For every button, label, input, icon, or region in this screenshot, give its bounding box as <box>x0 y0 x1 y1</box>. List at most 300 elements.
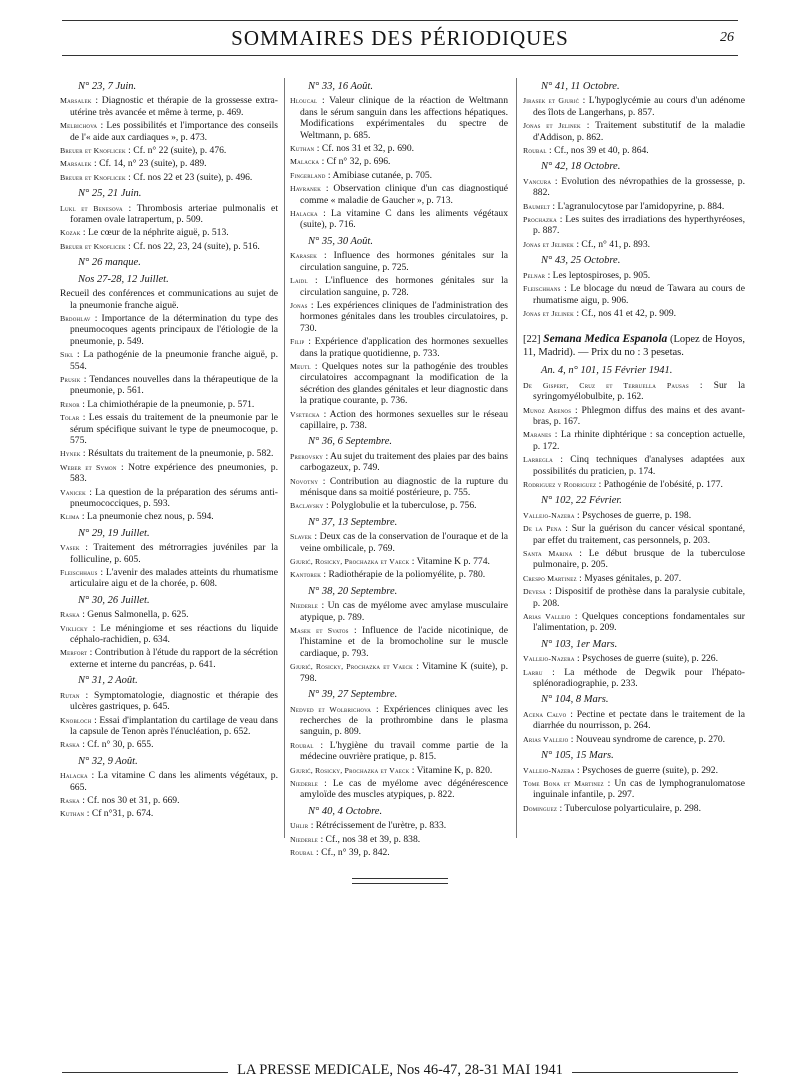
author-colon: : <box>325 169 333 181</box>
article-author: Vasek <box>60 543 80 553</box>
article-author: Vallejo-Nazera <box>523 765 575 775</box>
article-entry <box>523 283 745 306</box>
author-colon: : <box>566 708 577 720</box>
article-author: Halacka <box>290 209 318 219</box>
article-title: L'avenir des malades atteints du rhumatisme articulaire aigu et de la chorée, p. 608. <box>70 567 278 590</box>
article-entry <box>290 170 508 181</box>
author-colon: : <box>348 625 363 637</box>
article-entry <box>290 250 508 273</box>
article-title: Influence de l'acide nicotinique, de l'histamine et de la bromocholine sur le muscle cardiaque, p. 793. <box>300 625 508 659</box>
article-entry <box>523 573 745 584</box>
article-entry <box>60 120 278 143</box>
author-colon: : <box>323 500 332 512</box>
author-colon: : <box>307 275 325 287</box>
article-author: Prerovsky <box>290 451 324 461</box>
article-title: Essai d'implantation du cartilage de veau dans la capsule de Tenon après l'énucléation, p. 652. <box>70 714 279 737</box>
author-colon: : <box>85 486 96 498</box>
article-author: Jirasek et Gjurić <box>523 96 580 106</box>
article-title: La rhinite diphtérique : sa conception actuelle, p. 172. <box>533 429 746 452</box>
author-colon: : <box>573 307 582 319</box>
article-author: Tome Bona et Martinez <box>523 778 604 788</box>
article-title: Pathogénie de l'obésité, p. 177. <box>603 478 723 490</box>
article-title: Vitamine K (suite), p. 798. <box>300 661 508 684</box>
author-colon: : <box>574 509 583 521</box>
article-entry <box>523 523 745 546</box>
issue-heading: Nos 27-28, 12 Juillet. <box>78 273 169 285</box>
article-title: Psychoses de guerre (suite), p. 292. <box>582 764 719 776</box>
article-author: Pelnar <box>523 270 546 280</box>
article-author: Merfort <box>60 648 88 658</box>
author-colon: : <box>97 120 107 132</box>
article-author: Baumelt <box>523 201 550 211</box>
author-colon: : <box>122 202 137 214</box>
author-colon: : <box>73 349 84 361</box>
article-entry <box>60 172 278 183</box>
article-author: Laidl <box>290 276 308 286</box>
article-title: Résultats du traitement de la pneumonie, p. 582. <box>88 448 274 460</box>
article-entry <box>60 690 278 713</box>
author-colon: : <box>409 556 417 568</box>
article-author: Jonas <box>290 300 308 310</box>
article-entry <box>60 313 278 347</box>
article-title: Observation clinique d'un cas diagnostiqué comme « maladie de Gaucher », p. 713. <box>300 183 508 206</box>
article-entry <box>60 158 278 169</box>
article-author: Karasek <box>290 251 318 261</box>
article-title: Contribution à l'étude du rapport de la sécrétion externe et interne du pancréas, p. 641. <box>70 647 278 670</box>
header-rule-top <box>62 20 738 21</box>
article-author: Niederle <box>290 834 319 844</box>
article-author: Kuthan <box>60 809 85 819</box>
issue-heading: N° 105, 15 Mars. <box>541 750 614 762</box>
article-author: Malacka <box>290 157 320 167</box>
header-rule-bottom <box>62 55 738 56</box>
article-author: Fleischhaus <box>60 568 98 578</box>
article-entry <box>60 542 278 565</box>
article-title: Les essais du traitement de la pneumonie par le sérum spécifique suivant le type de pneumocoque, p. 575. <box>70 412 278 446</box>
author-colon: : <box>551 175 562 187</box>
article-entry <box>523 380 745 403</box>
article-title: Notre expérience des pneumonies, p. 583. <box>70 461 278 485</box>
article-entry <box>60 623 278 646</box>
article-title: Radiothérapie de la poliomyélite, p. 780. <box>328 569 486 581</box>
article-title: Cinq techniques d'analyses adaptées aux possibilités du praticien, p. 174. <box>533 454 745 477</box>
article-author: Sikl <box>60 350 74 360</box>
article-title: La pneumonie chez nous, p. 594. <box>86 511 214 523</box>
author-colon: : <box>318 777 333 789</box>
article-entry <box>523 270 745 281</box>
author-colon: : <box>87 622 101 634</box>
article-entry <box>523 405 745 428</box>
issue-heading: N° 102, 22 Février. <box>541 495 622 507</box>
article-title: Tendances nouvelles dans la thérapeutique de la pneumonie, p. 561. <box>70 373 278 397</box>
author-colon: : <box>576 572 585 584</box>
article-title: Au sujet du traitement des plaies par des bains carbogazeux, p. 749. <box>300 450 509 474</box>
article-author: Raska <box>60 795 80 805</box>
issue-heading: N° 42, 18 Octobre. <box>541 161 621 173</box>
author-colon: : <box>560 283 571 295</box>
article-entry <box>60 739 278 750</box>
footer-rule-right <box>572 1072 738 1073</box>
article-title: Traitement des métrorragies juvéniles par la folliculine, p. 605. <box>70 542 278 565</box>
author-colon: : <box>91 158 100 170</box>
article-entry <box>60 715 278 738</box>
article-entry <box>523 454 745 477</box>
issue-heading: An. 4, n° 101, 15 Février 1941. <box>541 365 673 377</box>
issue-heading: N° 35, 30 Août. <box>308 235 373 247</box>
article-entry <box>523 145 745 156</box>
article-author: Roubal <box>523 146 547 156</box>
article-author: Gjurić, Rosicky, Prochazka et Vaeck <box>290 557 410 567</box>
article-author: Prusik <box>60 374 81 384</box>
footer-rule-left <box>62 1072 228 1073</box>
article-author: Rutan <box>60 690 80 700</box>
page-header <box>0 0 800 60</box>
author-colon: : <box>318 833 326 845</box>
article-entry <box>290 95 508 141</box>
article-title: Traitement substitutif de la maladie d'Addison, p. 862. <box>533 120 745 143</box>
article-entry <box>290 834 508 845</box>
article-author: Breuer et Knoflicek <box>60 172 126 182</box>
issue-heading: N° 37, 13 Septembre. <box>308 516 398 528</box>
article-author: Vancura <box>523 176 552 186</box>
article-title: L'influence des hormones génitales sur la circulation sanguine, p. 728. <box>300 275 508 298</box>
issue-heading: N° 103, 1er Mars. <box>541 638 618 650</box>
article-title: La pathogénie de la pneumonie franche aiguë, p. 554. <box>70 349 278 372</box>
article-entry <box>60 462 278 485</box>
article-title: Evolution des névropathies de la grossesse, p. 882. <box>533 175 745 199</box>
article-entry <box>290 740 508 763</box>
article-title: L'agranulocytose par l'amidopyrine, p. 884. <box>557 200 725 212</box>
article-author: Maranes <box>523 430 552 440</box>
article-title: Nouveau syndrome de carence, p. 270. <box>575 733 726 745</box>
article-entry <box>290 143 508 154</box>
issue-heading: N° 38, 20 Septembre. <box>308 585 398 597</box>
article-author: Knobloch <box>60 715 92 725</box>
article-entry <box>290 778 508 801</box>
article-author: Tolar <box>60 413 80 423</box>
article-title: Sur la syringomyélobulbite, p. 162. <box>533 379 745 403</box>
journal-number: [22] <box>523 334 541 346</box>
author-colon: : <box>79 542 94 554</box>
article-author: Jonas et Jelinek <box>523 121 581 131</box>
article-title: Recueil des conférences et communications au sujet de la pneumonie franche aiguë. <box>60 288 278 311</box>
article-title: Les suites des irradiations des hyperthyréoses, p. 887. <box>533 214 745 237</box>
article-author: Munoz Arenos <box>523 405 572 415</box>
issue-heading: N° 23, 7 Juin. <box>78 81 137 92</box>
article-title: Symptomatologie, diagnostic et thérapie des ulcères gastriques, p. 645. <box>70 689 278 713</box>
article-title: Cf. n° 22 (suite), p. 476. <box>133 145 227 157</box>
author-colon: : <box>310 360 322 372</box>
article-entry <box>60 448 278 459</box>
article-entry <box>290 409 508 432</box>
article-author: Marsalek <box>60 159 92 169</box>
article-entry <box>60 609 278 620</box>
article-title: L'hypoglycémie au cours d'un adénome des îlots de Langerhans, p. 857. <box>533 95 745 118</box>
article-author: Rodriguez y Rodriguez <box>523 479 597 489</box>
author-colon: : <box>87 770 98 782</box>
issue-heading: N° 43, 25 Octobre. <box>541 255 621 267</box>
article-author: Breuer et Knoflicek <box>60 241 126 251</box>
author-colon: : <box>568 733 576 745</box>
article-entry <box>60 95 278 118</box>
article-title: Cf. nos 22 et 23 (suite), p. 496. <box>133 171 253 183</box>
article-entry <box>60 203 278 226</box>
article-entry <box>523 510 745 521</box>
article-title: Psychoses de guerre (suite), p. 226. <box>582 653 719 665</box>
article-title: Le blocage du nœud de Tawara au cours de rhumatisme aigu, p. 906. <box>533 283 745 306</box>
article-author: Havranek <box>290 184 322 194</box>
article-title: Cf n°31, p. 674. <box>91 808 154 820</box>
issue-heading: N° 104, 8 Mars. <box>541 694 609 706</box>
article-title: Cf., nos 38 et 39, p. 838. <box>325 833 421 845</box>
article-title: Importance de la détermination du type des pneumocoques agents principaux de l'étiologie de la pneumonie, p. 549. <box>70 312 278 347</box>
article-author: Melbichova <box>60 121 98 131</box>
author-colon: : <box>603 777 615 789</box>
article-author: Niederle <box>290 601 319 611</box>
article-entry <box>523 239 745 250</box>
article-entry <box>290 275 508 298</box>
article-title: Cf., n° 39, p. 842. <box>321 846 390 858</box>
article-entry <box>290 531 508 554</box>
article-author: Roubal <box>290 847 314 857</box>
article-entry <box>60 227 278 238</box>
article-author: De Gispert, Cruz et Terruella Pausas <box>523 380 689 390</box>
article-entry <box>290 156 508 167</box>
article-entry <box>60 399 278 410</box>
article-title: Cf. 14, n° 23 (suite), p. 489. <box>99 158 207 170</box>
author-colon: : <box>317 208 332 220</box>
author-colon: : <box>323 450 331 462</box>
author-colon: : <box>573 238 582 250</box>
article-entry <box>523 667 745 690</box>
article-author: Brdohlav <box>60 313 91 323</box>
author-colon: : <box>79 794 88 806</box>
article-entry <box>523 214 745 237</box>
article-title: La vitamine C dans les aliments végétaux (suite), p. 716. <box>300 208 508 231</box>
article-entry <box>523 778 745 801</box>
author-colon: : <box>556 214 566 226</box>
article-author: Kuthan <box>290 144 315 154</box>
author-colon: : <box>571 404 582 416</box>
article-entry <box>290 361 508 407</box>
article-title: Diagnostic et thérapie de la grossesse extra-utérine très avancée et même à terme, p. 469. <box>70 95 278 118</box>
column-middle <box>290 76 508 860</box>
article-entry <box>290 556 508 567</box>
article-title: Action des hormones sexuelles sur le réseau capillaire, p. 738. <box>300 408 508 431</box>
article-author: Larru <box>523 667 543 677</box>
article-author: Vallejo-Nazera <box>523 654 575 664</box>
article-entry <box>290 625 508 659</box>
article-author: Santa Marina <box>523 549 573 558</box>
author-colon: : <box>561 523 572 535</box>
article-title: Cf. n° 30, p. 655. <box>87 739 154 751</box>
article-author: Baclavsky <box>290 501 324 511</box>
article-entry <box>523 95 745 118</box>
article-entry <box>60 145 278 156</box>
article-author: Uhlir <box>290 821 309 831</box>
footer-citation: LA PRESSE MEDICALE, Nos 46-47, 28-31 MAI 1941 <box>228 1062 572 1079</box>
article-title: Cf., nos 39 et 40, p. 864. <box>554 145 649 157</box>
article-author: Fingerland <box>290 170 326 180</box>
article-author: Crespo Martinez <box>523 573 577 583</box>
author-colon: : <box>90 312 102 324</box>
article-author: Raska <box>60 610 80 620</box>
article-author: Jonas et Jelinek <box>523 308 574 318</box>
author-colon: : <box>409 764 417 776</box>
article-title: Cf. nos 22, 23, 24 (suite), p. 516. <box>133 240 260 252</box>
author-colon: : <box>125 240 134 252</box>
article-author: Arias Vallejo <box>523 612 571 622</box>
author-colon: : <box>688 379 714 391</box>
article-entry <box>60 288 278 311</box>
article-entry <box>60 770 278 793</box>
article-title: Genus Salmonella, p. 625. <box>87 609 189 621</box>
article-entry <box>290 183 508 206</box>
issue-heading: N° 32, 9 Août. <box>78 755 138 767</box>
author-colon: : <box>84 808 92 820</box>
article-title: Cf. nos 30 et 31, p. 669. <box>87 794 180 806</box>
article-entry <box>60 567 278 590</box>
author-colon: : <box>125 171 134 183</box>
author-colon: : <box>371 703 384 715</box>
author-colon: : <box>80 373 90 385</box>
article-author: Roubal <box>290 740 314 750</box>
article-entry <box>290 847 508 858</box>
article-title: Le début brusque de la tuberculose pulmonaire, p. 205. <box>533 548 746 571</box>
article-title: Pectine et pectate dans le traitement de la diarrhée du nourrisson, p. 264. <box>533 708 745 732</box>
article-title: Phlegmon diffus des mains et des avant-bras, p. 167. <box>533 404 746 427</box>
article-author: Hloucal <box>290 96 318 106</box>
issue-heading: N° 33, 16 Août. <box>308 81 373 92</box>
author-colon: : <box>91 714 100 726</box>
author-colon: : <box>321 569 329 581</box>
author-colon: : <box>542 666 565 678</box>
author-colon: : <box>570 611 582 623</box>
author-colon: : <box>557 802 565 814</box>
author-colon: : <box>79 412 89 424</box>
article-author: Devesa <box>523 587 546 597</box>
article-title: Contribution au diagnostic de la rupture du ménisque dans sa moitié postérieure, p. 755. <box>300 475 508 498</box>
author-colon: : <box>313 739 330 751</box>
article-author: Jonas et Jelinek <box>523 239 574 249</box>
author-colon: : <box>125 145 134 157</box>
article-entry <box>290 451 508 474</box>
article-entry <box>523 709 745 732</box>
article-entry <box>523 479 745 490</box>
article-author: Vallejo-Nazera <box>523 510 575 520</box>
article-entry <box>60 511 278 522</box>
article-author: Novotny <box>290 476 319 486</box>
article-title: Cf. nos 31 et 32, p. 690. <box>321 143 415 155</box>
author-colon: : <box>317 95 330 107</box>
article-title: Vitamine K p. 774. <box>416 556 490 568</box>
article-author: Kozak <box>60 228 81 238</box>
article-title: Myases génitales, p. 207. <box>584 572 682 584</box>
issue-heading: N° 26 manque. <box>78 257 141 269</box>
article-title: Les expériences cliniques de l'administration des hormones génitales dans les troubles circulatoires, p. 730. <box>300 299 508 334</box>
article-entry <box>290 765 508 776</box>
author-colon: : <box>319 156 327 168</box>
article-title: L'hygiène du travail comme partie de la médecine ouvrière pratique, p. 815. <box>300 739 508 763</box>
article-entry <box>60 241 278 252</box>
article-entry <box>290 569 508 580</box>
article-entry <box>290 336 508 359</box>
author-colon: : <box>87 647 95 659</box>
article-title: Dispositif de prothèse dans la paralysie cubitale, p. 208. <box>533 586 745 609</box>
article-entry <box>523 765 745 776</box>
author-colon: : <box>116 461 129 473</box>
author-colon: : <box>546 145 555 157</box>
author-colon: : <box>308 820 316 832</box>
author-colon: : <box>91 95 102 107</box>
article-entry <box>60 412 278 446</box>
article-author: Prochazka <box>523 215 557 225</box>
column-divider <box>516 78 517 838</box>
author-colon: : <box>307 299 317 311</box>
article-title: Thrombosis arteriae pulmonalis et foramen ovale latrapertum, p. 509. <box>70 202 278 226</box>
article-author: Renor <box>60 399 80 409</box>
author-colon: : <box>579 95 589 107</box>
article-entry <box>523 653 745 664</box>
article-author: Klima <box>60 512 80 522</box>
article-author: Gjurić, Rosicky, Prochazka et Vaeck <box>290 662 413 672</box>
article-author: Fleischhans <box>523 284 561 294</box>
article-entry <box>523 429 745 452</box>
article-entry <box>290 661 508 684</box>
article-entry <box>523 734 745 745</box>
article-title: Tuberculose polyarticulaire, p. 298. <box>564 802 701 814</box>
article-title: Les possibilités et l'importance des conseils de l'« aide aux cardiaques », p. 473. <box>70 120 278 143</box>
column-divider <box>284 78 285 838</box>
author-colon: : <box>412 661 422 673</box>
article-author: Gjurić, Rosicky, Prochazka et Vaeck <box>290 765 410 775</box>
article-title: La vitamine C dans les aliments végétaux, p. 665. <box>70 770 278 793</box>
page-number: 26 <box>720 30 734 45</box>
issue-heading: N° 30, 26 Juillet. <box>78 594 150 606</box>
article-title: Un cas de myélome avec amylase musculaire atypique, p. 789. <box>300 600 508 623</box>
article-author: Raska <box>60 740 80 750</box>
article-title: Influence des hormones génitales sur la circulation sanguine, p. 725. <box>300 250 508 273</box>
article-author: Lukl et Benesova <box>60 203 123 213</box>
author-colon: : <box>545 586 555 598</box>
article-title: Quelques notes sur la pathogénie des troubles circulatoires accompagnant la modification de la sécrétion des glandes génitales et leur diagnostic dans la pratique courante, p. 736. <box>300 360 508 407</box>
article-author: Acena Calvo <box>523 709 567 719</box>
article-title: Rétrécissement de l'urètre, p. 833. <box>315 820 447 832</box>
article-title: Expériences cliniques avec les recherches de la prothrombine dans le plasma sanguin, p. 809. <box>300 703 508 738</box>
article-entry <box>523 176 745 199</box>
article-author: Niederle <box>290 778 319 788</box>
article-author: Viklicky <box>60 623 88 633</box>
issue-heading: N° 25, 21 Juin. <box>78 188 142 200</box>
article-author: Vanicek <box>60 487 86 497</box>
article-author: Meutl <box>290 361 311 371</box>
article-entry <box>60 349 278 372</box>
article-title: La chimiothérapie de la pneumonie, p. 571. <box>87 398 255 410</box>
article-title: Le méningiome et ses réactions du liquide céphalo-rachidien, p. 634. <box>70 622 278 646</box>
article-entry <box>60 374 278 397</box>
article-author: Halacka <box>60 771 88 781</box>
article-title: La question de la préparation des sérums anti-pneumococciques, p. 593. <box>70 486 278 509</box>
author-colon: : <box>545 269 553 281</box>
article-author: Kantorek <box>290 570 322 580</box>
journal-heading <box>523 333 745 359</box>
article-entry <box>523 586 745 609</box>
article-author: Breuer et Knoflicek <box>60 146 126 156</box>
article-title: Le cœur de la néphrite aiguë, p. 513. <box>88 227 229 239</box>
article-entry <box>290 208 508 231</box>
article-author: Marsalek <box>60 96 92 106</box>
author-colon: : <box>313 846 322 858</box>
